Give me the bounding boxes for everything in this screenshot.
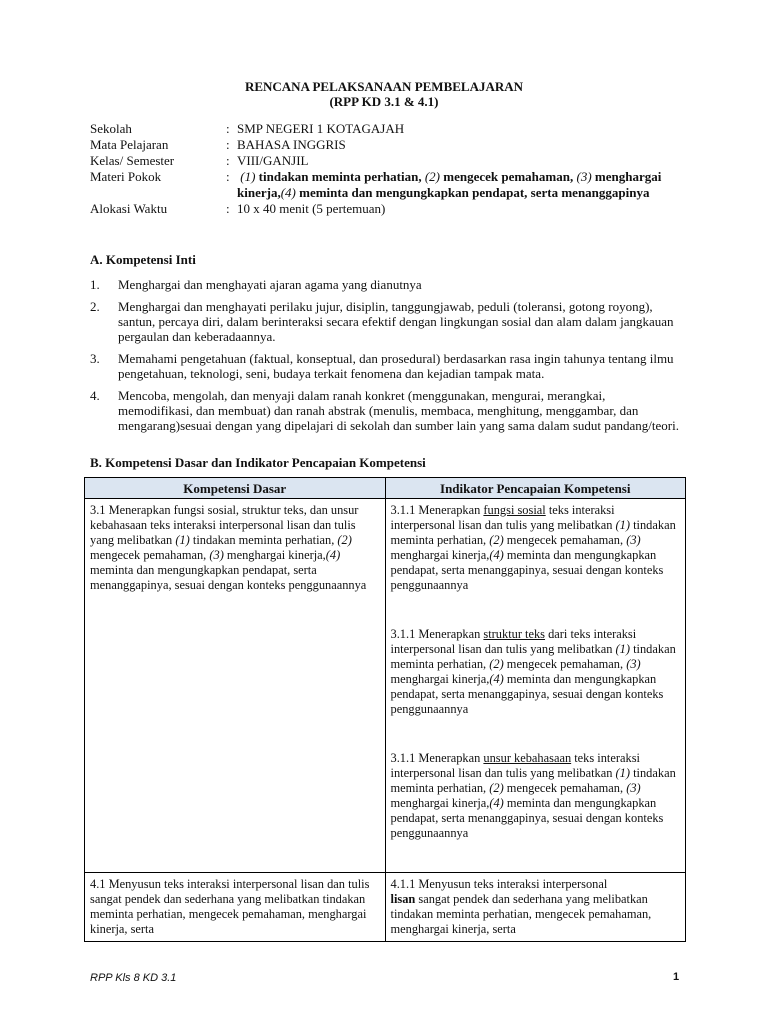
meta-colon: : (226, 137, 230, 152)
meta-colon: : (226, 153, 230, 168)
number-marker: (4) (280, 185, 296, 200)
list-number: 4. (90, 388, 100, 403)
cell-text: meminta dan mengungkapkan pendapat, serta menanggapinya, sesuai dengan konteks penggunaannya (90, 563, 367, 592)
meta-label: Mata Pelajaran (90, 137, 169, 152)
cell-text: 3.1.1 Menerapkan (390, 503, 484, 517)
cell-text: meminta dan mengungkapkan pendapat, serta menanggapinya, sesuai dengan konteks penggunaannya (390, 548, 664, 592)
cell-text: 3.1.1 Menerapkan (390, 627, 484, 641)
table-header-kd: Kompetensi Dasar (85, 478, 386, 499)
number-marker: (1) (615, 766, 630, 780)
cell-text: tindakan meminta perhatian, (390, 766, 676, 795)
underlined-term: unsur kebahasaan (483, 751, 572, 765)
number-marker: (3) (626, 781, 641, 795)
table-cell-indikator-41 (385, 873, 686, 942)
cell-text: teks interaksi interpersonal lisan dan tulis yang melibatkan (390, 503, 616, 532)
materi-text: menghargai kinerja, (237, 169, 662, 200)
meta-value: SMP NEGERI 1 KOTAGAJAH (237, 121, 405, 136)
number-marker: (3) (209, 548, 224, 562)
number-marker: (2) (337, 533, 352, 547)
number-marker: (2) (489, 781, 504, 795)
cell-text: mengecek pemahaman, (90, 548, 210, 562)
number-marker: (3) (626, 533, 641, 547)
document-subtitle: (RPP KD 3.1 & 4.1) (329, 94, 439, 109)
meta-value: BAHASA INGGRIS (237, 137, 346, 152)
cell-text: mengecek pemahaman, (503, 781, 627, 795)
list-text: Menghargai dan menghayati perilaku jujur, disiplin, tanggungjawab, peduli (toleransi, gotong royong), santun, percaya diri, dalam berinteraksi secara efektif dengan lingkungan sosial dan alam dalam jangkauan pergaulan dan keberadaannya. (118, 299, 674, 344)
cell-text: tindakan meminta perhatian, (390, 518, 676, 547)
number-marker: (1) (175, 533, 190, 547)
meta-colon: : (226, 169, 230, 184)
number-marker: (1) (615, 642, 630, 656)
footer-label: RPP Kls 8 KD 3.1 (90, 972, 177, 984)
list-item (90, 351, 680, 381)
cell-text: menghargai kinerja, (223, 548, 326, 562)
list-number: 1. (90, 277, 100, 292)
meta-row-materi (90, 169, 677, 201)
number-marker: (4) (489, 796, 504, 810)
number-marker: (1) (615, 518, 630, 532)
underlined-term: fungsi sosial (483, 503, 546, 517)
materi-text: meminta dan mengungkapkan pendapat, serta menanggapinya (295, 185, 650, 200)
indicator-unsur-kebahasaan (391, 751, 681, 841)
meta-label: Sekolah (90, 121, 132, 136)
list-number: 3. (90, 351, 100, 366)
cell-text: meminta dan mengungkapkan pendapat, serta menanggapinya, sesuai dengan konteks penggunaannya (390, 796, 664, 840)
meta-label: Materi Pokok (90, 169, 162, 184)
indicator-struktur-teks (391, 627, 681, 717)
cell-text: tindakan meminta perhatian, (189, 533, 338, 547)
materi-text: mengecek pemahaman, (439, 169, 577, 184)
cell-text: 3.1.1 Menerapkan (390, 751, 484, 765)
bold-term: lisan (390, 892, 416, 906)
list-text: Mencoba, mengolah, dan menyaji dalam ranah konkret (menggunakan, mengurai, merangkai, memodifikasi, dan membuat) dan ranah abstrak (menulis, membaca, menghitung, menggambar, dan mengarang)sesuai dengan yang dipelajari di sekolah dan sumber lain yang sama dalam sudut pandang/teori. (118, 388, 679, 433)
meta-label: Kelas/ Semester (90, 153, 175, 168)
table-header-row (85, 478, 686, 499)
cell-text: menghargai kinerja, (390, 672, 490, 686)
table-cell-kd31 (85, 499, 386, 873)
cell-text: teks interaksi interpersonal lisan dan tulis yang melibatkan (390, 751, 640, 780)
page-number: 1 (673, 971, 680, 983)
number-marker: (2) (489, 533, 504, 547)
table-row (85, 873, 686, 942)
table-cell-indikator (385, 499, 686, 873)
cell-text: 4.1.1 Menyusun teks interaksi interpersonal (390, 877, 608, 891)
kompetensi-table (84, 477, 686, 942)
meta-row-alokasi (90, 201, 677, 217)
meta-value: 10 x 40 menit (5 pertemuan) (237, 201, 386, 216)
meta-row-mapel (90, 137, 677, 153)
table-row (85, 499, 686, 873)
indicator-fungsi-sosial (391, 503, 681, 593)
number-marker: (4) (489, 672, 504, 686)
cell-text: mengecek pemahaman, (503, 657, 627, 671)
identity-block (90, 121, 677, 217)
document-title: RENCANA PELAKSANAAN PEMBELAJARAN (244, 79, 524, 94)
cell-text: menghargai kinerja, (390, 548, 490, 562)
meta-value: VIII/GANJIL (237, 153, 309, 168)
list-item (90, 277, 680, 292)
meta-row-sekolah (90, 121, 677, 137)
number-marker: (2) (424, 169, 440, 184)
number-marker: (3) (576, 169, 592, 184)
meta-colon: : (226, 201, 230, 216)
cell-text: sangat pendek dan sederhana yang melibatkan tindakan meminta perhatian, mengecek pemahaman, menghargai kinerja, serta (390, 892, 652, 936)
section-title-kompetensi-dasar: B. Kompetensi Dasar dan Indikator Pencapaian Kompetensi (90, 455, 426, 470)
kompetensi-inti-list (90, 277, 680, 440)
list-text: Memahami pengetahuan (faktual, konseptual, dan prosedural) berdasarkan rasa ingin tahunya tentang ilmu pengetahuan, teknologi, seni, budaya terkait fenomena dan kejadian tampak mata. (118, 351, 674, 381)
cell-text: dari teks interaksi interpersonal lisan dan tulis yang melibatkan (390, 627, 637, 656)
cell-text: 3.1 Menerapkan fungsi sosial, struktur teks, dan unsur kebahasaan teks interaksi interpersonal lisan dan tulis yang melibatkan (90, 503, 359, 547)
meta-colon: : (226, 121, 230, 136)
materi-text: , (418, 169, 425, 184)
cell-text: meminta dan mengungkapkan pendapat, serta menanggapinya, sesuai dengan konteks penggunaannya (390, 672, 664, 716)
meta-label: Alokasi Waktu (90, 201, 168, 216)
meta-value-materi (237, 169, 677, 201)
list-text: Menghargai dan menghayati ajaran agama yang dianutnya (118, 277, 422, 292)
cell-text: menghargai kinerja, (390, 796, 490, 810)
list-item (90, 299, 680, 344)
number-marker: (2) (489, 657, 504, 671)
table-cell-kd41: 4.1 Menyusun teks interaksi interpersonal lisan dan tulis sangat pendek dan sederhana yang melibatkan tindakan meminta perhatian, mengecek pemahaman, menghargai kinerja, serta (85, 873, 386, 942)
cell-text: mengecek pemahaman, (503, 533, 627, 547)
list-number: 2. (90, 299, 100, 314)
list-item (90, 388, 680, 433)
number-marker: (3) (626, 657, 641, 671)
section-title-kompetensi-inti: A. Kompetensi Inti (90, 252, 196, 267)
materi-text: tindakan meminta perhatian (258, 169, 419, 184)
number-marker: (1) (240, 169, 256, 184)
number-marker: (4) (325, 548, 341, 562)
table-header-ipk: Indikator Pencapaian Kompetensi (385, 478, 686, 499)
number-marker: (4) (489, 548, 504, 562)
meta-row-kelas (90, 153, 677, 169)
cell-text: tindakan meminta perhatian, (390, 642, 676, 671)
underlined-term: struktur teks (483, 627, 546, 641)
